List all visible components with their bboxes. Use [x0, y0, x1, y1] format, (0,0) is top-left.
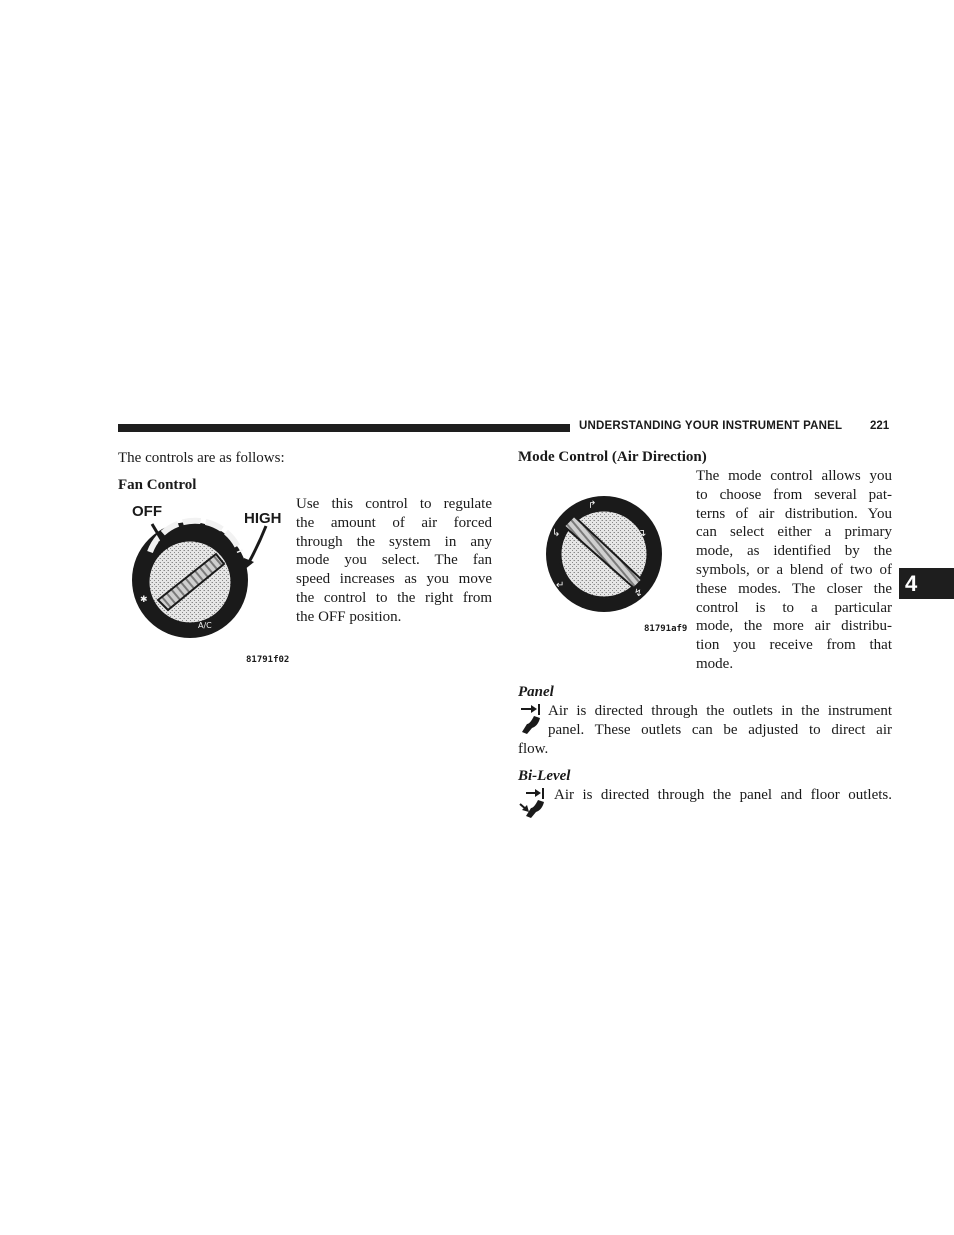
fan-line-1: Use this control to regulate [296, 496, 492, 512]
fan-figure-id: 81791f02 [246, 655, 290, 665]
fan-line-4: mode you select. The fan [296, 552, 492, 569]
mode-control-figure [542, 496, 692, 640]
mode-line-2: to choose from several pat- [696, 486, 892, 503]
panel-vent-icon [518, 702, 544, 740]
fan-line-6: the control to the right from [296, 589, 492, 606]
mode-line-7: these modes. The closer the [696, 580, 892, 597]
panel-text-line-3: flow. [518, 741, 549, 757]
mode-line-9: mode, the more air distribu- [696, 618, 892, 635]
mode-line-10: tion you receive from that [696, 637, 892, 654]
fan-control-heading: Fan Control [118, 477, 197, 493]
svg-text:↴: ↴ [638, 528, 647, 539]
mode-line-8: control is to a particular [696, 599, 892, 616]
fan-line-2: the amount of air forced [296, 514, 492, 531]
mode-control-heading: Mode Control (Air Direction) [518, 449, 707, 465]
panel-text-line-2: panel. These outlets can be adjusted to direct air [548, 722, 892, 738]
fan-knob-icon [128, 502, 293, 672]
off-label: OFF [132, 503, 162, 520]
mode-figure-id: 81791af9 [644, 624, 688, 634]
svg-text:A/C: A/C [198, 621, 212, 630]
svg-text:↳: ↳ [552, 528, 561, 539]
high-label: HIGH [244, 510, 282, 527]
panel-heading: Panel [518, 684, 554, 700]
header-rule [118, 424, 570, 432]
mode-line-4: can select either a primary [696, 524, 892, 541]
svg-text:↱: ↱ [588, 500, 597, 511]
mode-line-5: mode, as identified by the [696, 543, 892, 560]
bilevel-text-line-1: Air is directed through the panel and floor outlets. [554, 787, 892, 803]
fan-line-3: through the system in any [296, 533, 492, 550]
svg-text:✱: ✱ [140, 595, 148, 605]
panel-text-line-1: Air is directed through the outlets in the instrument [548, 703, 892, 719]
fan-line-7: the OFF position. [296, 608, 402, 625]
svg-text:↵: ↵ [556, 580, 565, 591]
page-number: 221 [870, 420, 890, 432]
mode-line-1: The mode control allows you [696, 468, 892, 484]
fan-control-figure [128, 502, 293, 676]
intro-text: The controls are as follows: [118, 450, 285, 466]
mode-knob-icon [542, 496, 692, 636]
mode-line-3: terns of air distribution. You [696, 505, 892, 522]
mode-line-6: symbols, or a blend of two of [696, 561, 892, 578]
bilevel-vent-icon [518, 786, 548, 824]
mode-control-text [696, 467, 892, 674]
fan-line-5: speed increases as you move [296, 571, 492, 588]
mode-line-11: mode. [696, 655, 734, 672]
section-title: UNDERSTANDING YOUR INSTRUMENT PANEL [579, 420, 843, 432]
bilevel-heading: Bi-Level [518, 768, 571, 784]
chapter-tab: 4 [899, 568, 954, 599]
fan-control-text [296, 495, 492, 627]
svg-text:↯: ↯ [634, 588, 643, 599]
